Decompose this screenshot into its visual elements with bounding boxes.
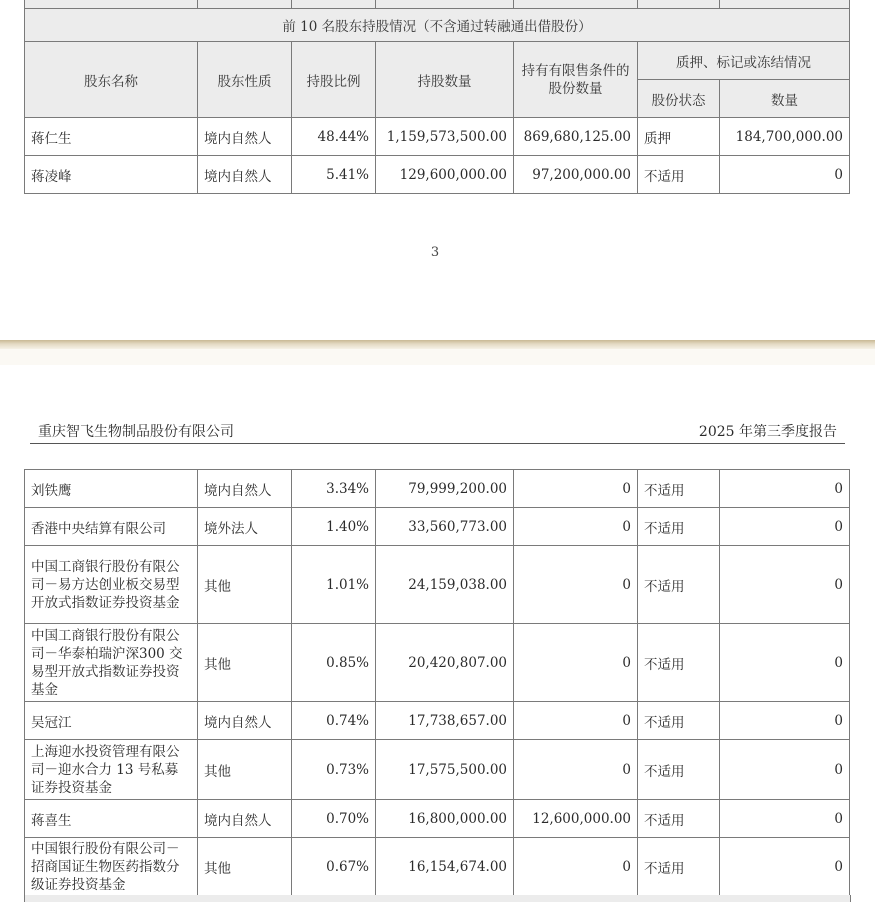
cell-restricted: 0	[514, 624, 638, 702]
cell-nature: 其他	[198, 740, 292, 800]
cell-nature: 境内自然人	[198, 156, 292, 194]
header-nature: 股东性质	[198, 42, 292, 118]
table-row	[25, 470, 850, 508]
cell-ratio: 1.40%	[292, 508, 376, 546]
cell-name: 蒋凌峰	[25, 156, 198, 194]
table-row	[25, 156, 850, 194]
cell-restricted: 0	[514, 838, 638, 896]
table-row	[25, 838, 850, 896]
cell-nature: 境外法人	[198, 508, 292, 546]
cell-qty: 33,560,773.00	[376, 508, 514, 546]
cell-nature: 其他	[198, 624, 292, 702]
header-ratio: 持股比例	[292, 42, 376, 118]
table-continuation-band	[24, 895, 851, 902]
cell-status: 不适用	[638, 740, 720, 800]
cell-status: 不适用	[638, 156, 720, 194]
cell-amount: 0	[720, 546, 850, 624]
header-name: 股东名称	[25, 42, 198, 118]
cell-qty: 16,154,674.00	[376, 838, 514, 896]
cell-restricted: 0	[514, 508, 638, 546]
cell-nature: 境内自然人	[198, 118, 292, 156]
cell-qty: 20,420,807.00	[376, 624, 514, 702]
cell-ratio: 48.44%	[292, 118, 376, 156]
cell-ratio: 0.70%	[292, 800, 376, 838]
cell-status: 不适用	[638, 624, 720, 702]
cell-ratio: 3.34%	[292, 470, 376, 508]
cell-name: 中国工商银行股份有限公司－华泰柏瑞沪深300 交易型开放式指数证券投资基金	[25, 624, 198, 702]
cell-ratio: 0.73%	[292, 740, 376, 800]
cell-amount: 0	[720, 156, 850, 194]
cell-ratio: 0.85%	[292, 624, 376, 702]
top-shareholders-table	[24, 0, 850, 194]
cell-restricted: 0	[514, 546, 638, 624]
cell-status: 不适用	[638, 800, 720, 838]
cell-name: 蒋仁生	[25, 118, 198, 156]
cell-name: 香港中央结算有限公司	[25, 508, 198, 546]
page-break-shadow	[0, 349, 875, 365]
cell-restricted: 12,600,000.00	[514, 800, 638, 838]
cell-amount: 0	[720, 624, 850, 702]
cell-ratio: 5.41%	[292, 156, 376, 194]
cell-name: 上海迎水投资管理有限公司－迎水合力 13 号私募证券投资基金	[25, 740, 198, 800]
header-status: 股份状态	[638, 80, 720, 118]
cell-amount: 0	[720, 740, 850, 800]
cut-row	[25, 0, 850, 9]
table-row	[25, 800, 850, 838]
cell-name: 刘铁鹰	[25, 470, 198, 508]
cell-name: 中国工商银行股份有限公司－易方达创业板交易型开放式指数证券投资基金	[25, 546, 198, 624]
cell-name: 吴冠江	[25, 702, 198, 740]
table-row	[25, 624, 850, 702]
cell-qty: 24,159,038.00	[376, 546, 514, 624]
cell-qty: 79,999,200.00	[376, 470, 514, 508]
cell-qty: 17,575,500.00	[376, 740, 514, 800]
cell-nature: 境内自然人	[198, 470, 292, 508]
report-title: 2025 年第三季度报告	[698, 424, 837, 440]
cell-qty: 17,738,657.00	[376, 702, 514, 740]
cell-ratio: 0.74%	[292, 702, 376, 740]
header-rule	[30, 443, 845, 444]
header-qty: 持股数量	[376, 42, 514, 118]
cell-qty: 16,800,000.00	[376, 800, 514, 838]
cell-status: 质押	[638, 118, 720, 156]
shareholders-table-continued	[24, 469, 850, 896]
cell-restricted: 97,200,000.00	[514, 156, 638, 194]
cell-qty: 1,159,573,500.00	[376, 118, 514, 156]
header-amount: 数量	[720, 80, 850, 118]
cell-ratio: 0.67%	[292, 838, 376, 896]
cell-name: 中国银行股份有限公司－招商国证生物医药指数分级证券投资基金	[25, 838, 198, 896]
cell-amount: 0	[720, 800, 850, 838]
table-row	[25, 546, 850, 624]
cell-status: 不适用	[638, 838, 720, 896]
cell-status: 不适用	[638, 702, 720, 740]
cell-ratio: 1.01%	[292, 546, 376, 624]
cell-amount: 0	[720, 508, 850, 546]
table-row	[25, 702, 850, 740]
table-row	[25, 118, 850, 156]
cell-name: 蒋喜生	[25, 800, 198, 838]
cell-status: 不适用	[638, 508, 720, 546]
cell-nature: 境内自然人	[198, 702, 292, 740]
page-break	[0, 340, 875, 349]
page-number: 3	[430, 245, 440, 260]
cell-amount: 184,700,000.00	[720, 118, 850, 156]
cell-restricted: 0	[514, 702, 638, 740]
cell-amount: 0	[720, 838, 850, 896]
header-restricted: 持有有限售条件的股份数量	[514, 42, 638, 118]
cell-status: 不适用	[638, 470, 720, 508]
cell-restricted: 0	[514, 470, 638, 508]
cell-nature: 其他	[198, 838, 292, 896]
cell-nature: 其他	[198, 546, 292, 624]
cell-amount: 0	[720, 470, 850, 508]
cell-status: 不适用	[638, 546, 720, 624]
table-title: 前 10 名股东持股情况（不含通过转融通出借股份）	[25, 9, 850, 42]
table-row	[25, 508, 850, 546]
table-row	[25, 740, 850, 800]
cell-amount: 0	[720, 702, 850, 740]
cell-nature: 境内自然人	[198, 800, 292, 838]
cell-restricted: 869,680,125.00	[514, 118, 638, 156]
cell-restricted: 0	[514, 740, 638, 800]
header-pledge-group: 质押、标记或冻结情况	[638, 42, 850, 80]
cell-qty: 129,600,000.00	[376, 156, 514, 194]
company-name: 重庆智飞生物制品股份有限公司	[38, 424, 234, 440]
